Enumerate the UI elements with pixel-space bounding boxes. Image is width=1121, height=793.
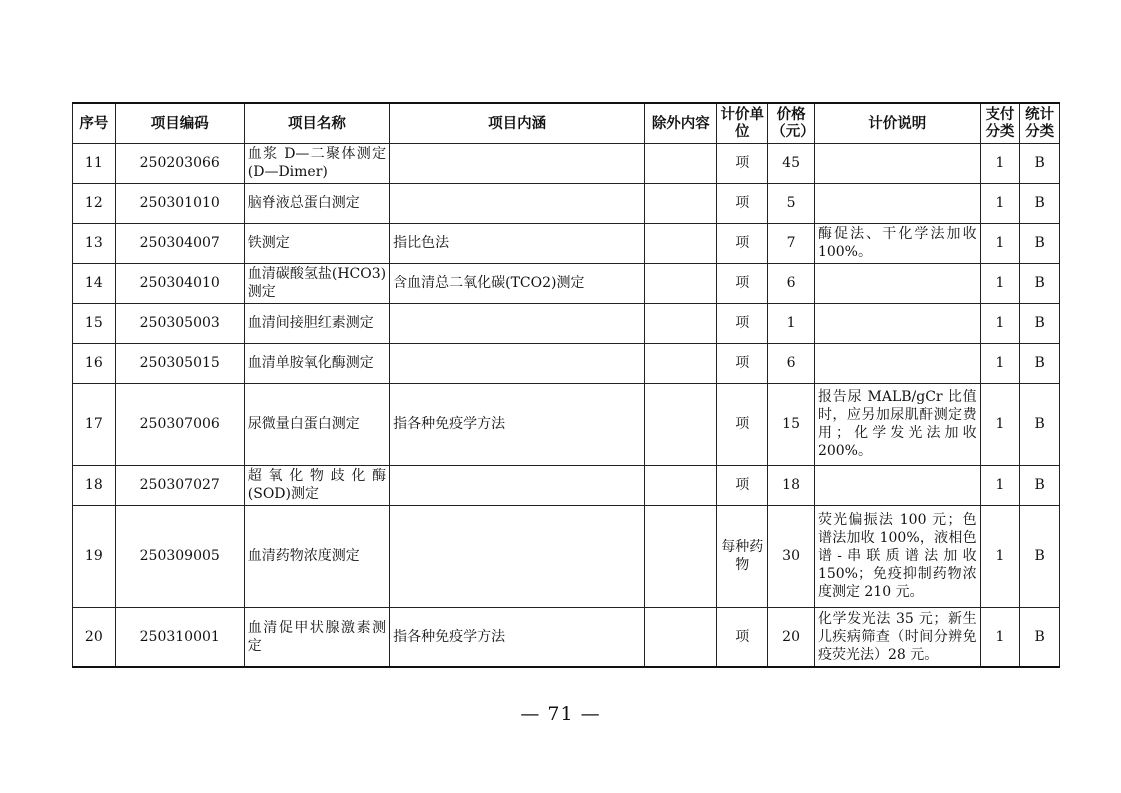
cell-name: 血清碳酸氢盐(HCO3)测定	[244, 263, 389, 303]
cell-seq: 16	[73, 343, 116, 383]
cell-stat-category: B	[1020, 505, 1060, 607]
cell-name: 铁测定	[244, 223, 389, 263]
cell-excluded	[645, 223, 717, 263]
cell-unit: 项	[717, 223, 768, 263]
cell-name: 血清间接胆红素测定	[244, 303, 389, 343]
header-price: 价格（元）	[768, 103, 815, 143]
cell-stat-category: B	[1020, 143, 1060, 183]
cell-pay-category: 1	[980, 465, 1020, 505]
cell-price: 15	[768, 383, 815, 465]
cell-unit: 项	[717, 303, 768, 343]
cell-price: 6	[768, 343, 815, 383]
header-seq: 序号	[73, 103, 116, 143]
cell-code: 250305015	[115, 343, 244, 383]
header-row	[73, 103, 1060, 143]
cell-content	[390, 183, 645, 223]
cell-excluded	[645, 183, 717, 223]
table-row	[73, 183, 1060, 223]
cell-note: 化学发光法 35 元；新生儿疾病筛查（时间分辨免疫荧光法）28 元。	[814, 607, 980, 667]
table-row	[73, 143, 1060, 183]
cell-code: 250304010	[115, 263, 244, 303]
cell-seq: 13	[73, 223, 116, 263]
cell-price: 6	[768, 263, 815, 303]
cell-stat-category: B	[1020, 263, 1060, 303]
cell-code: 250310001	[115, 607, 244, 667]
cell-unit: 项	[717, 183, 768, 223]
cell-seq: 17	[73, 383, 116, 465]
cell-note	[814, 263, 980, 303]
table-row	[73, 343, 1060, 383]
header-stat-category: 统计分类	[1020, 103, 1060, 143]
cell-price: 45	[768, 143, 815, 183]
cell-seq: 11	[73, 143, 116, 183]
cell-name: 血浆 D—二聚体测定(D—Dimer)	[244, 143, 389, 183]
cell-excluded	[645, 607, 717, 667]
cell-code: 250305003	[115, 303, 244, 343]
header-excluded: 除外内容	[645, 103, 717, 143]
cell-note	[814, 465, 980, 505]
cell-unit: 项	[717, 607, 768, 667]
cell-stat-category: B	[1020, 383, 1060, 465]
table-row	[73, 505, 1060, 607]
cell-excluded	[645, 303, 717, 343]
cell-content	[390, 465, 645, 505]
cell-excluded	[645, 505, 717, 607]
cell-code: 250301010	[115, 183, 244, 223]
cell-code: 250307027	[115, 465, 244, 505]
header-name: 项目名称	[244, 103, 389, 143]
table-row	[73, 303, 1060, 343]
cell-price: 18	[768, 465, 815, 505]
header-note: 计价说明	[814, 103, 980, 143]
cell-unit: 项	[717, 263, 768, 303]
cell-name: 超氧化物歧化酶(SOD)测定	[244, 465, 389, 505]
table-row	[73, 465, 1060, 505]
cell-excluded	[645, 143, 717, 183]
cell-pay-category: 1	[980, 223, 1020, 263]
cell-excluded	[645, 465, 717, 505]
cell-content: 指各种免疫学方法	[390, 607, 645, 667]
cell-pay-category: 1	[980, 183, 1020, 223]
cell-pay-category: 1	[980, 505, 1020, 607]
cell-stat-category: B	[1020, 465, 1060, 505]
page-number: — 71 —	[520, 703, 601, 725]
cell-name: 血清单胺氧化酶测定	[244, 343, 389, 383]
cell-seq: 14	[73, 263, 116, 303]
cell-note: 荧光偏振法 100 元；色谱法加收 100%，液相色谱-串联质谱法加收150%；免疫抑制药物浓度测定 210 元。	[814, 505, 980, 607]
cell-unit: 每种药物	[717, 505, 768, 607]
cell-code: 250307006	[115, 383, 244, 465]
cell-unit: 项	[717, 465, 768, 505]
cell-name: 脑脊液总蛋白测定	[244, 183, 389, 223]
cell-name: 血清促甲状腺激素测定	[244, 607, 389, 667]
cell-seq: 15	[73, 303, 116, 343]
cell-pay-category: 1	[980, 383, 1020, 465]
cell-seq: 12	[73, 183, 116, 223]
cell-seq: 18	[73, 465, 116, 505]
cell-note	[814, 343, 980, 383]
cell-price: 5	[768, 183, 815, 223]
cell-unit: 项	[717, 343, 768, 383]
cell-note: 酶促法、干化学法加收100%。	[814, 223, 980, 263]
cell-stat-category: B	[1020, 183, 1060, 223]
cell-content	[390, 505, 645, 607]
cell-pay-category: 1	[980, 303, 1020, 343]
cell-note	[814, 303, 980, 343]
table-row	[73, 223, 1060, 263]
cell-content	[390, 303, 645, 343]
cell-content: 指比色法	[390, 223, 645, 263]
table-row	[73, 263, 1060, 303]
cell-content: 指各种免疫学方法	[390, 383, 645, 465]
table-row	[73, 383, 1060, 465]
cell-price: 7	[768, 223, 815, 263]
cell-code: 250309005	[115, 505, 244, 607]
cell-unit: 项	[717, 143, 768, 183]
header-code: 项目编码	[115, 103, 244, 143]
cell-stat-category: B	[1020, 343, 1060, 383]
cell-price: 30	[768, 505, 815, 607]
cell-seq: 20	[73, 607, 116, 667]
cell-pay-category: 1	[980, 343, 1020, 383]
table-row	[73, 607, 1060, 667]
cell-stat-category: B	[1020, 607, 1060, 667]
cell-code: 250304007	[115, 223, 244, 263]
cell-name: 尿微量白蛋白测定	[244, 383, 389, 465]
cell-content: 含血清总二氧化碳(TCO2)测定	[390, 263, 645, 303]
cell-excluded	[645, 343, 717, 383]
cell-code: 250203066	[115, 143, 244, 183]
cell-price: 1	[768, 303, 815, 343]
cell-note	[814, 183, 980, 223]
price-table	[72, 102, 1060, 668]
cell-unit: 项	[717, 383, 768, 465]
cell-pay-category: 1	[980, 143, 1020, 183]
cell-seq: 19	[73, 505, 116, 607]
cell-content	[390, 343, 645, 383]
cell-pay-category: 1	[980, 607, 1020, 667]
header-pay-category: 支付分类	[980, 103, 1020, 143]
cell-stat-category: B	[1020, 303, 1060, 343]
header-unit: 计价单位	[717, 103, 768, 143]
header-content: 项目内涵	[390, 103, 645, 143]
cell-note: 报告尿 MALB/gCr 比值时，应另加尿肌酐测定费用；化学发光法加收200%。	[814, 383, 980, 465]
cell-stat-category: B	[1020, 223, 1060, 263]
cell-note	[814, 143, 980, 183]
cell-name: 血清药物浓度测定	[244, 505, 389, 607]
cell-pay-category: 1	[980, 263, 1020, 303]
cell-content	[390, 143, 645, 183]
cell-price: 20	[768, 607, 815, 667]
cell-excluded	[645, 383, 717, 465]
cell-excluded	[645, 263, 717, 303]
